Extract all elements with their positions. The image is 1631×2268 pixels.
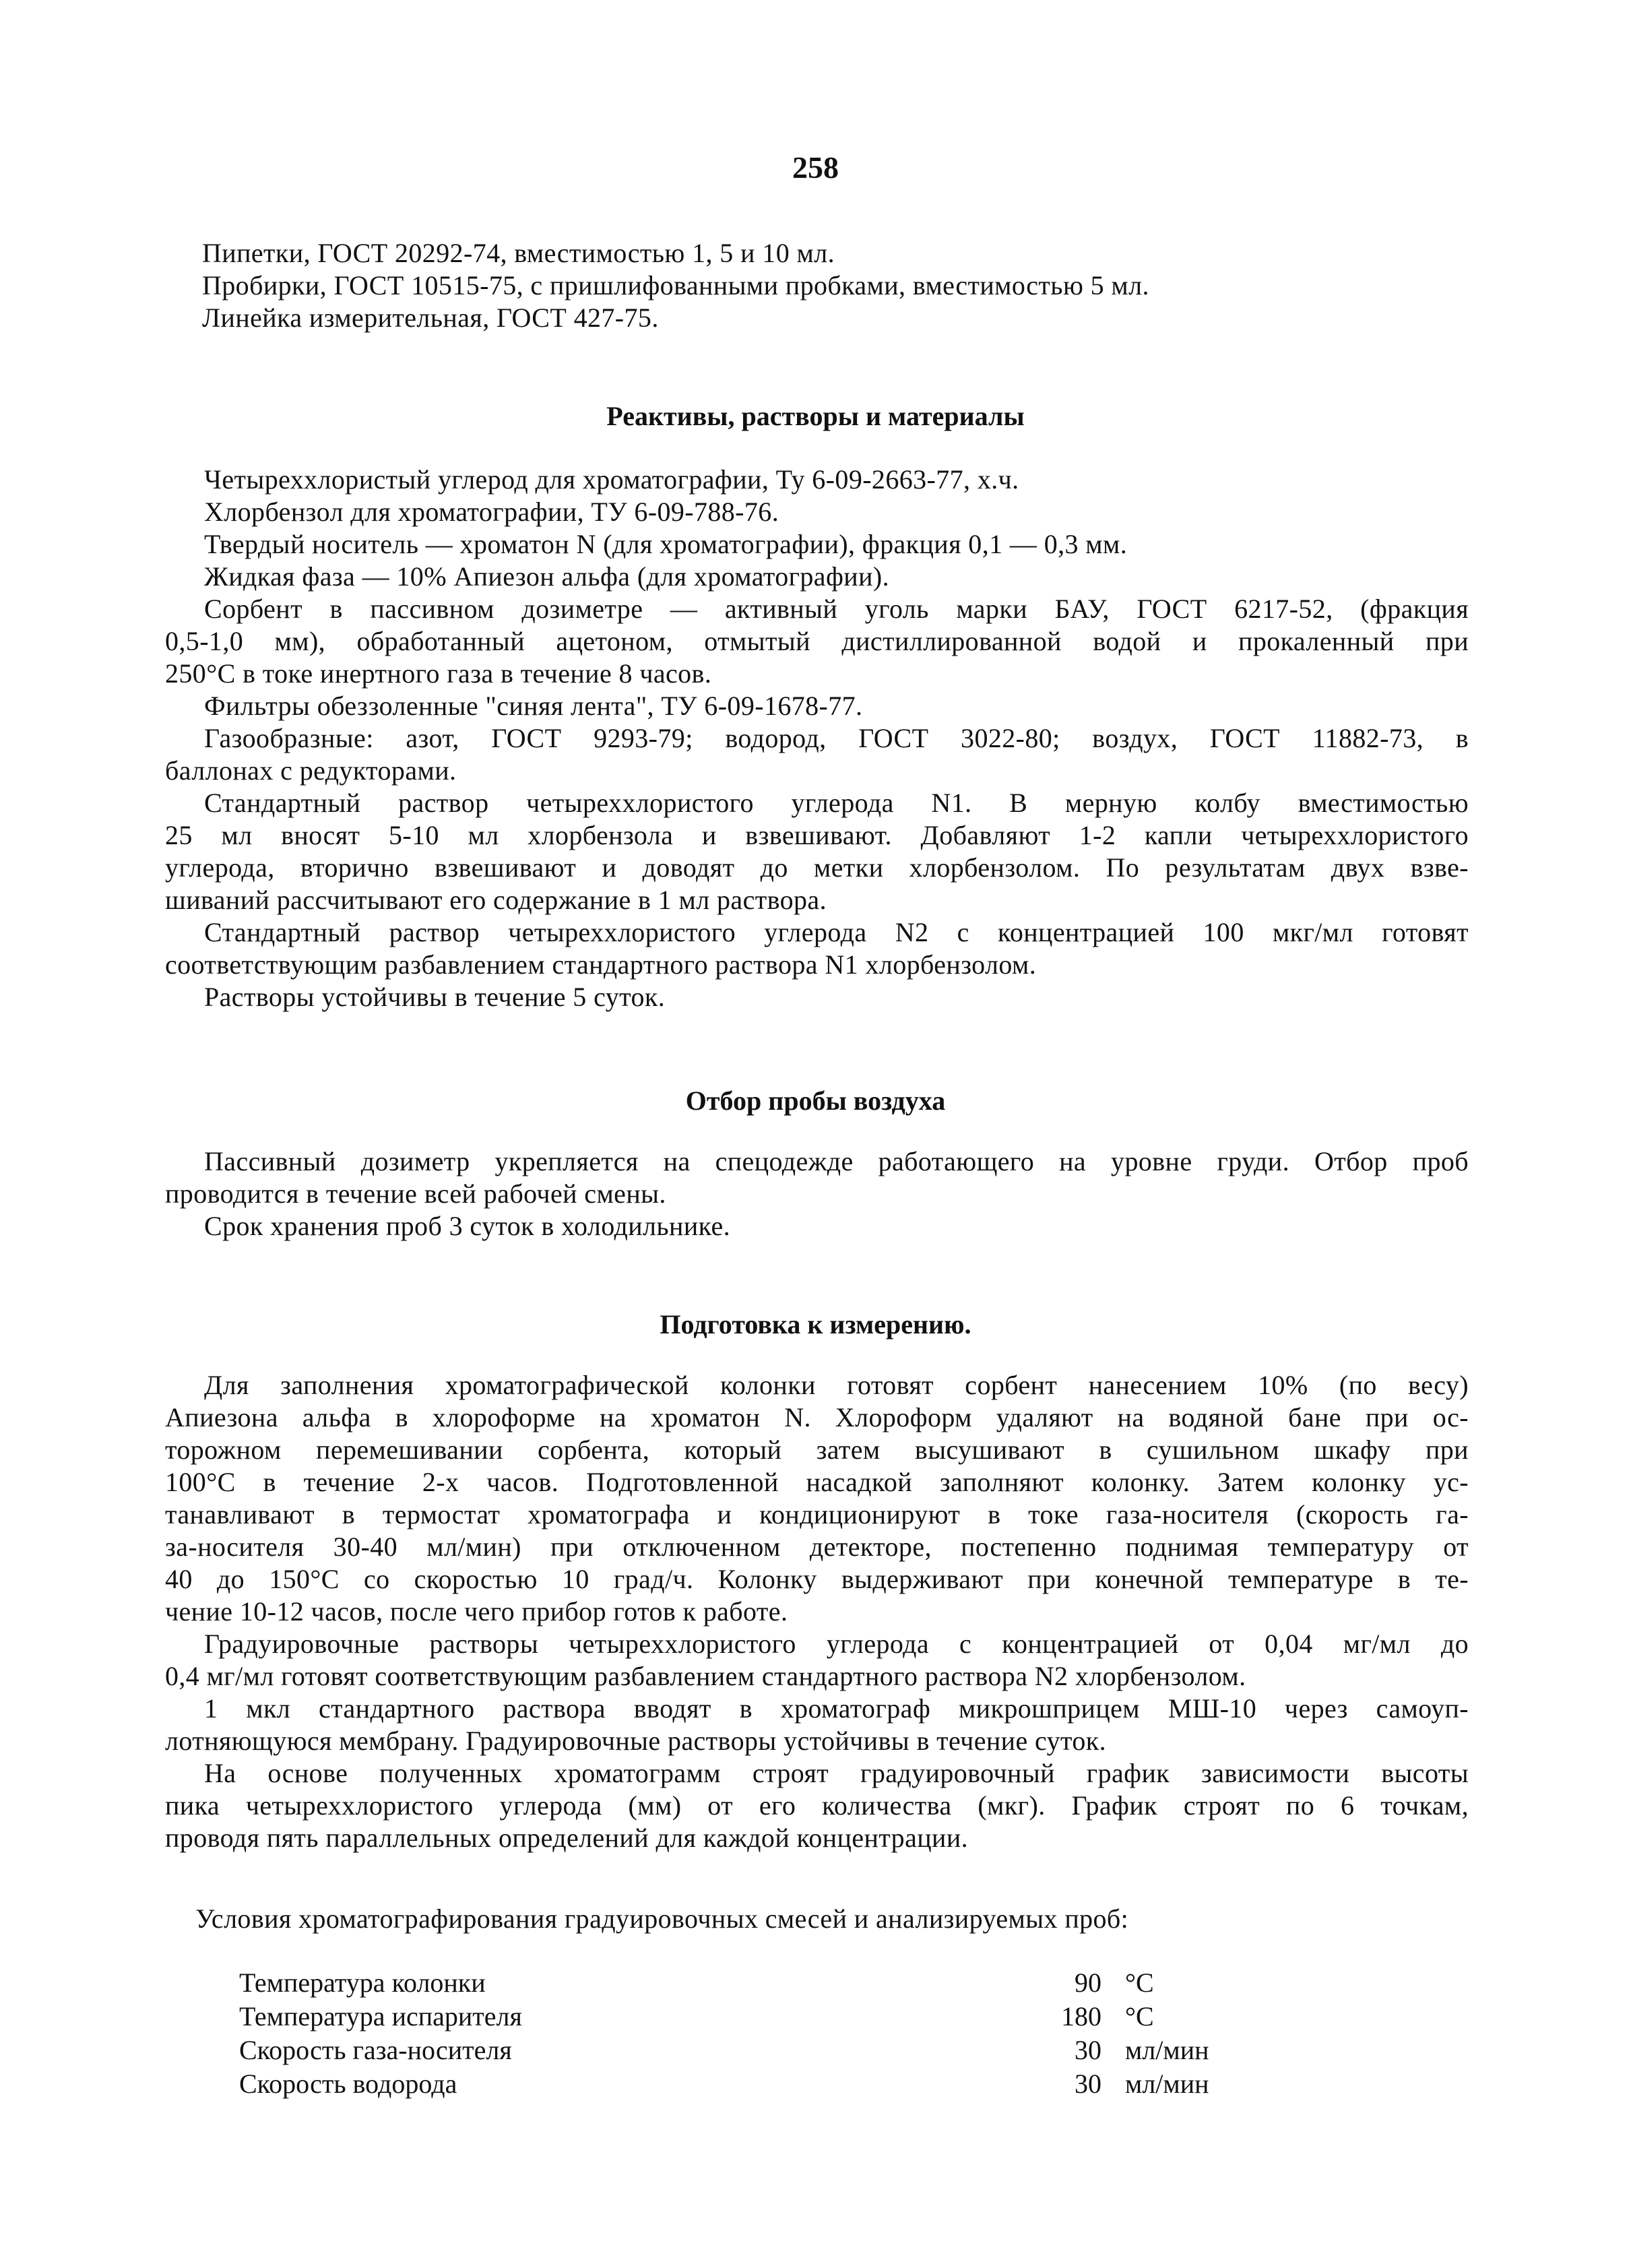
condition-value: 180 (1061, 2001, 1101, 2031)
text-line: Апиезона альфа в хлороформе на хроматон N. Хлороформ удаляют на водяной бане при ос- (165, 1402, 1469, 1432)
reagents-text (165, 464, 1469, 1013)
text-line: шиваний рассчитывают его содержание в 1 мл раствора. (165, 885, 827, 915)
text-line: На основе полученных хроматограмм строят градуировочный график зависимости высоты (204, 1758, 1469, 1788)
text-line: Градуировочные растворы четыреххлористого углерода с концентрацией от 0,04 мг/мл до (204, 1629, 1469, 1659)
text-line: Для заполнения хроматографической колонки готовят сорбент нанесением 10% (по весу) (204, 1370, 1469, 1400)
condition-value: 30 (1075, 2035, 1101, 2065)
text-line: 1 мкл стандартного раствора вводят в хроматограф микрошприцем МШ-10 через самоуп- (204, 1693, 1469, 1724)
conditions-row (239, 2000, 1317, 2034)
text-line: Хлорбензол для хроматографии, ТУ 6-09-788-76. (204, 497, 779, 527)
preparation-text (165, 1369, 1469, 1854)
conditions-row (239, 1966, 1317, 2000)
conditions-row (239, 2034, 1317, 2067)
conditions-intro-block (165, 1903, 1469, 1935)
condition-unit: мл/мин (1125, 2069, 1209, 2099)
text-line: Стандартный раствор четыреххлористого углерода N1. В мерную колбу вместимостью (204, 788, 1469, 818)
condition-label: Скорость водорода (239, 2069, 457, 2099)
text-line: Стандартный раствор четыреххлористого углерода N2 с концентрацией 100 мкг/мл готовят (204, 917, 1469, 947)
section-heading-reagents: Реактивы, растворы и материалы (606, 401, 1025, 431)
section-heading-preparation: Подготовка к измерению. (660, 1309, 971, 1340)
text-line: за-носителя 30-40 мл/мин) при отключенном детекторе, постепенно поднимая температуру от (165, 1532, 1469, 1562)
condition-label: Скорость газа-носителя (239, 2035, 512, 2065)
text-line: пика четыреххлористого углерода (мм) от его количества (мкг). График строят по 6 точкам, (165, 1790, 1469, 1821)
condition-label: Температура испарителя (239, 2001, 522, 2031)
section-heading-sampling: Отбор пробы воздуха (685, 1085, 946, 1116)
text-line: 100°С в течение 2-х часов. Подготовленной насадкой заполняют колонку. Затем колонку ус- (165, 1467, 1469, 1497)
text-line: лотняющуюся мембрану. Градуировочные растворы устойчивы в течение суток. (165, 1726, 1107, 1756)
text-line: 0,5-1,0 мм), обработанный ацетоном, отмытый дистиллированной водой и прокаленный при (165, 626, 1469, 656)
text-line: танавливают в термостат хроматографа и кондиционируют в токе газа-носителя (скорость га- (165, 1499, 1469, 1530)
text-line: чение 10-12 часов, после чего прибор готов к работе. (165, 1596, 788, 1627)
page-number: 258 (792, 150, 839, 185)
text-line: Растворы устойчивы в течение 5 суток. (204, 982, 666, 1012)
text-line: 0,4 мг/мл готовят соответствующим разбавлением стандартного раствора N2 хлорбензолом. (165, 1661, 1246, 1691)
text-line: проводя пять параллельных определений для каждой концентрации. (165, 1823, 969, 1853)
equipment-item: Пробирки, ГОСТ 10515-75, с пришлифованными пробками, вместимостью 5 мл. (202, 270, 1149, 301)
condition-value: 30 (1075, 2069, 1101, 2099)
text-line: углерода, вторично взвешивают и доводят до метки хлорбензолом. По результатам двух взве- (165, 852, 1469, 883)
condition-unit: °С (1125, 1967, 1154, 1998)
condition-unit: °С (1125, 2001, 1154, 2031)
text-line: 250°С в токе инертного газа в течение 8 часов. (165, 658, 712, 689)
equipment-item: Пипетки, ГОСТ 20292-74, вместимостью 1, 5 и 10 мл. (202, 238, 835, 268)
conditions-row (239, 2067, 1317, 2101)
text-line: Четыреххлористый углерод для хроматографии, Ту 6-09-2663-77, х.ч. (204, 464, 1019, 495)
text-line: Газообразные: азот, ГОСТ 9293-79; водород, ГОСТ 3022-80; воздух, ГОСТ 11882-73, в (204, 723, 1469, 753)
condition-label: Температура колонки (239, 1967, 486, 1998)
conditions-intro: Условия хроматографирования градуировочных смесей и анализируемых проб: (195, 1903, 1129, 1934)
text-line: Пассивный дозиметр укрепляется на спецодежде работающего на уровне груди. Отбор проб (204, 1146, 1469, 1176)
equipment-item: Линейка измерительная, ГОСТ 427-75. (202, 303, 659, 333)
text-line: Фильтры обеззоленные "синяя лента", ТУ 6-09-1678-77. (204, 691, 863, 721)
text-line: проводится в течение всей рабочей смены. (165, 1178, 666, 1209)
text-line: соответствующим разбавлением стандартного раствора N1 хлорбензолом. (165, 949, 1037, 980)
text-line: 40 до 150°С со скоростью 10 град/ч. Колонку выдерживают при конечной температуре в те- (165, 1564, 1469, 1594)
text-line: Сорбент в пассивном дозиметре — активный уголь марки БАУ, ГОСТ 6217-52, (фракция (204, 594, 1469, 624)
sampling-text (165, 1145, 1469, 1242)
text-line: Срок хранения проб 3 суток в холодильнике. (204, 1211, 731, 1241)
conditions-table (239, 1966, 1317, 2101)
text-line: Твердый носитель — хроматон N (для хроматографии), фракция 0,1 — 0,3 мм. (204, 529, 1128, 559)
text-line: торожном перемешивании сорбента, который затем высушивают в сушильном шкафу при (165, 1435, 1469, 1465)
condition-value: 90 (1075, 1967, 1101, 1998)
text-line: Жидкая фаза — 10% Апиезон альфа (для хроматографии). (204, 561, 890, 592)
text-line: 25 мл вносят 5-10 мл хлорбензола и взвешивают. Добавляют 1-2 капли четыреххлористого (165, 820, 1469, 850)
equipment-list (202, 237, 1469, 334)
text-line: баллонах с редукторами. (165, 755, 457, 786)
condition-unit: мл/мин (1125, 2035, 1209, 2065)
